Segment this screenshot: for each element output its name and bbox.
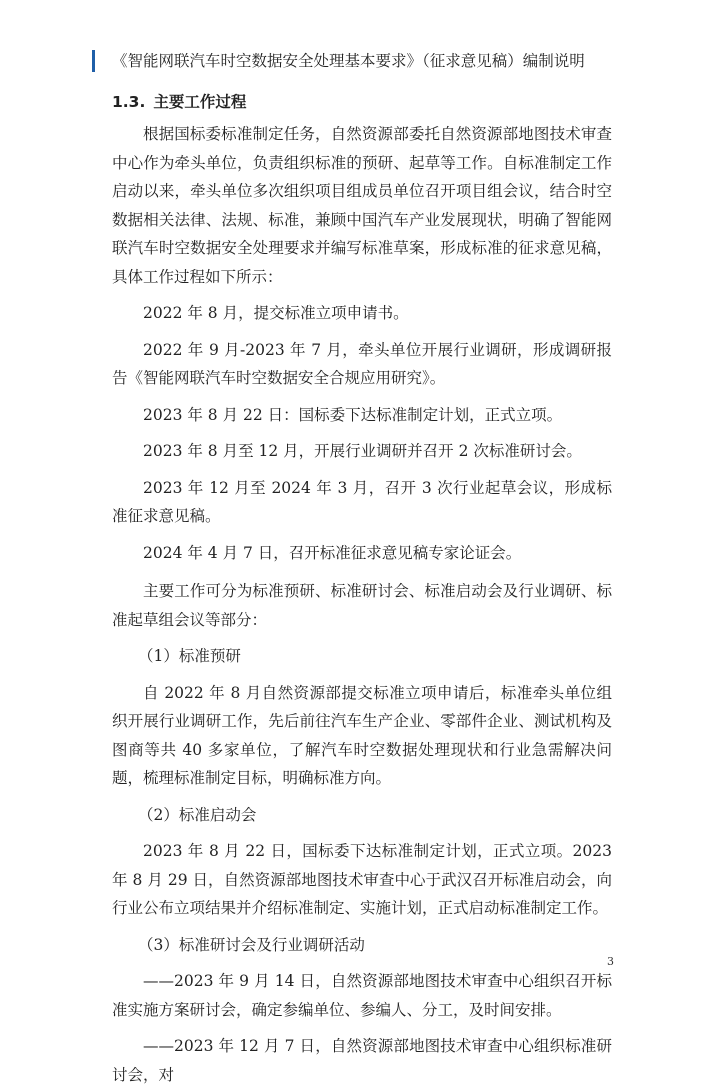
subheading-pre-research: （1）标准预研: [138, 647, 241, 665]
paragraph-intro: 根据国标委标准制定任务，自然资源部委托自然资源部地图技术审查中心作为牵头单位，负责组织标准的预研、起草等工作。自标准制定工作启动以来，牵头单位多次组织项目组成员单位召开项目组会议，结合时空数据相关法律、法规、标准，兼顾中国汽车产业发展现状，明确了智能网联汽车时空数据安全处理要求并编写标准草案，形成标准的征求意见稿，具体工作过程如下所示：: [112, 125, 612, 286]
header-accent-bar: [92, 50, 95, 72]
paragraph-seminar-2: ——2023 年 12 月 7 日，自然资源部地图技术审查中心组织标准研讨会，对: [112, 1037, 612, 1084]
paragraph-kickoff: 2023 年 8 月 22 日，国标委下达标准制定计划，正式立项。2023 年 8 月 29 日，自然资源部地图技术审查中心于武汉召开标准启动会，向行业公布立项结果并介绍标准制定、实施计划，正式启动标准制定工作。: [112, 842, 612, 917]
section-number: 1.3.: [112, 93, 146, 111]
paragraph-pre-research: 自 2022 年 8 月自然资源部提交标准立项申请后，标准牵头单位组织开展行业调研工作，先后前往汽车生产企业、零部件企业、测试机构及图商等共 40 多家单位，了解汽车时空数据处理现状和行业急需解决问题，梳理标准制定目标，明确标准方向。: [112, 683, 612, 787]
paragraph-timeline-5: 2023 年 12 月至 2024 年 3 月，召开 3 次行业起草会议，形成标准征求意见稿。: [112, 478, 612, 525]
section-heading: [112, 90, 246, 114]
document-body: [112, 120, 612, 1089]
page-number: 3: [607, 955, 614, 968]
subheading-seminars: （3）标准研讨会及行业调研活动: [138, 935, 365, 954]
subheading-kickoff: （2）标准启动会: [138, 805, 257, 824]
paragraph-timeline-4: 2023 年 8 月至 12 月，开展行业调研并召开 2 次标准研讨会。: [143, 442, 582, 460]
paragraph-seminar-1: ——2023 年 9 月 14 日，自然资源部地图技术审查中心组织召开标准实施方案研讨会，确定参编单位、参编人、分工，及时间安排。: [112, 972, 612, 1019]
paragraph-work-parts: 主要工作可分为标准预研、标准研讨会、标准启动会及行业调研、标准起草组会议等部分：: [112, 582, 612, 629]
paragraph-timeline-2: 2022 年 9 月-2023 年 7 月，牵头单位开展行业调研，形成调研报告《智能网联汽车时空数据安全合规应用研究》。: [112, 340, 612, 387]
running-header-title: 《智能网联汽车时空数据安全处理基本要求》（征求意见稿）编制说明: [112, 52, 585, 70]
paragraph-timeline-3: 2023 年 8 月 22 日：国标委下达标准制定计划，正式立项。: [143, 405, 563, 424]
paragraph-timeline-6: 2024 年 4 月 7 日，召开标准征求意见稿专家论证会。: [143, 543, 522, 562]
paragraph-timeline-1: 2022 年 8 月，提交标准立项申请书。: [143, 304, 409, 322]
section-title: 主要工作过程: [153, 93, 247, 111]
